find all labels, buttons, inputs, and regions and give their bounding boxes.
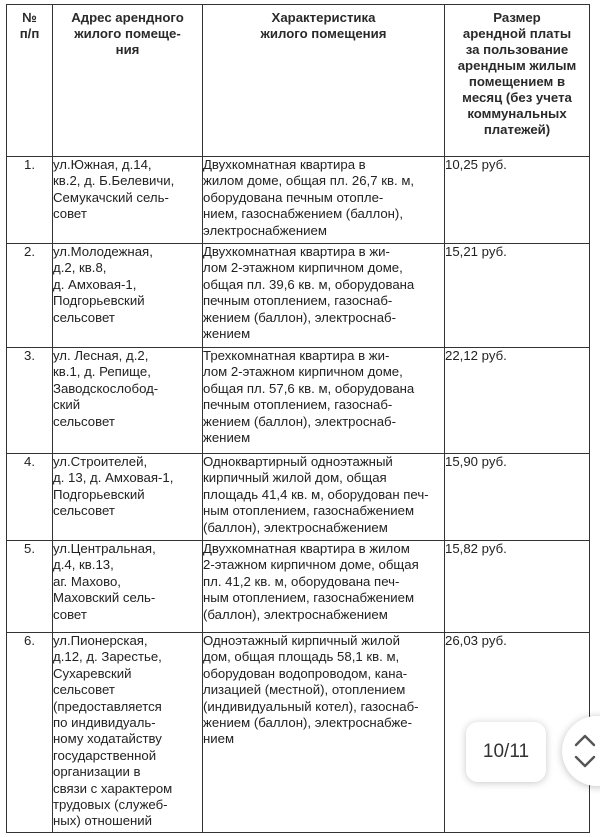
row-rent: 15,90 руб. bbox=[445, 454, 590, 541]
row-address: ул.Молодежная, д.2, кв.8, д. Амховая-1, Подгорьевский сельсовет bbox=[53, 244, 203, 348]
table-row bbox=[7, 348, 590, 454]
row-number: 1. bbox=[7, 157, 53, 244]
row-description: Трехкомнатная квартира в жи- лом 2-этажном кирпичном доме, общая пл. 57,6 кв. м, оборудована печным отоплением, газоснаб- жением (баллон), электроснаб- жением bbox=[203, 348, 445, 454]
row-description: Двухкомнатная квартира в жи- лом 2-этажном кирпичном доме, общая пл. 39,6 кв. м, оборудована печным отоплением, газоснаб- жением (баллон), электроснаб- жением bbox=[203, 244, 445, 348]
row-description: Одноквартирный одноэтажный кирпичный жилой дом, общая площадь 41,4 кв. м, оборудован печ- ным отоплением, газоснабжением (баллон), электроснабжением bbox=[203, 454, 445, 541]
header-characteristics: Характеристика жилого помещения bbox=[203, 5, 445, 157]
table-row bbox=[7, 454, 590, 541]
row-rent: 26,03 руб. bbox=[445, 633, 590, 833]
header-address: Адрес арендного жилого помеще- ния bbox=[53, 5, 203, 157]
rental-housing-table bbox=[6, 4, 590, 833]
row-rent: 15,82 руб. bbox=[445, 541, 590, 633]
row-description: Двухкомнатная квартира в жилом 2-этажном кирпичном доме, общая пл. 41,2 кв. м, оборудована печ- ным отоплением, газоснабжением (баллон), электроснабжением bbox=[203, 541, 445, 633]
row-address: ул.Центральная, д.4, кв.13, аг. Махово, Маховский сель- совет bbox=[53, 541, 203, 633]
row-number: 4. bbox=[7, 454, 53, 541]
row-rent: 15,21 руб. bbox=[445, 244, 590, 348]
table-row bbox=[7, 541, 590, 633]
row-number: 3. bbox=[7, 348, 53, 454]
header-num: № п/п bbox=[7, 5, 53, 157]
page-indicator-label: 10/11 bbox=[482, 741, 530, 762]
row-number: 6. bbox=[7, 633, 53, 833]
row-rent: 10,25 руб. bbox=[445, 157, 590, 244]
row-address: ул.Южная, д.14, кв.2, д. Б.Белевичи, Семукачский сель- совет bbox=[53, 157, 203, 244]
row-number: 5. bbox=[7, 541, 53, 633]
row-address: ул.Строителей, д. 13, д. Амховая-1, Подгорьевский сельсовет bbox=[53, 454, 203, 541]
table-row bbox=[7, 244, 590, 348]
row-rent: 22,12 руб. bbox=[445, 348, 590, 454]
page-indicator bbox=[466, 722, 546, 782]
row-address: ул.Пионерская, д.12, д. Зарестье, Сухаревский сельсовет (предоставляется по индивидуаль- ному ходатайству государственной организации в связи с характером трудовых (служеб- ных) отношений bbox=[53, 633, 203, 833]
header-rent: Размер арендной платы за пользование арендным жилым помещением в месяц (без учета коммунальных платежей) bbox=[445, 5, 590, 157]
table-row bbox=[7, 157, 590, 244]
row-address: ул. Лесная, д.2, кв.1, д. Репище, Заводскослобод- ский сельсовет bbox=[53, 348, 203, 454]
chevron-up-down-icon bbox=[572, 730, 598, 772]
table-header-row bbox=[7, 5, 590, 157]
row-number: 2. bbox=[7, 244, 53, 348]
row-description: Двухкомнатная квартира в жилом доме, общая пл. 26,7 кв. м, оборудована печным отопле- нием, газоснабжением (баллон), электроснабжением bbox=[203, 157, 445, 244]
row-description: Одноэтажный кирпичный жилой дом, общая площадь 58,1 кв. м, оборудован водопроводом, кана- лизацией (местной), отоплением (индивидуальный котел), газоснаб- жением (баллон), электроснабже- нием bbox=[203, 633, 445, 833]
